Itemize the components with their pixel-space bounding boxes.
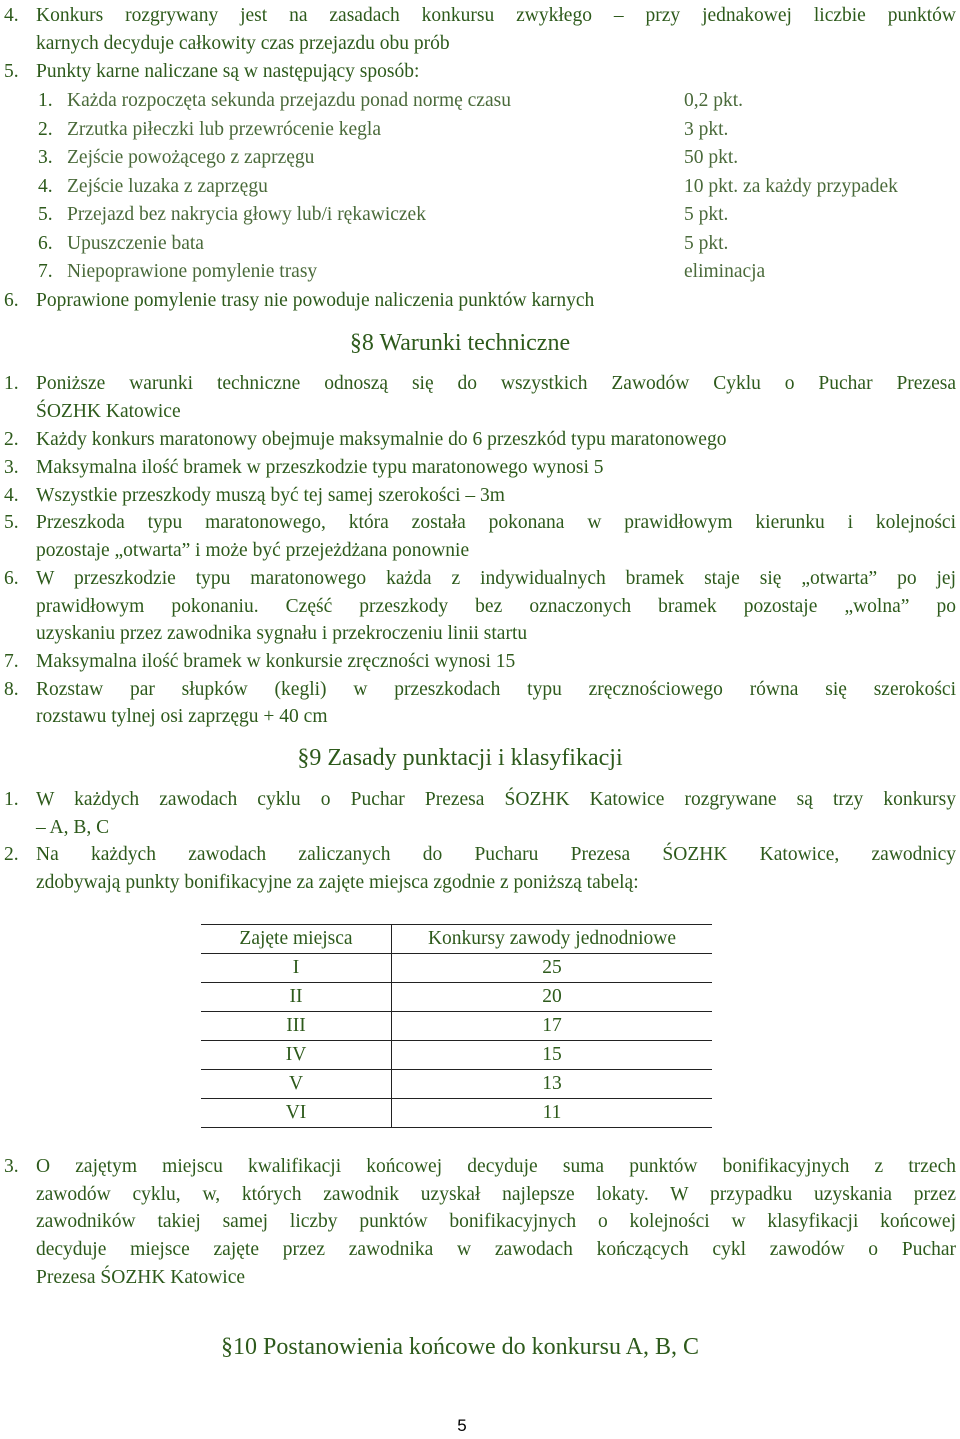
page-number: 5 bbox=[457, 1416, 467, 1435]
column-header: Zajęte miejsca bbox=[201, 925, 392, 954]
section-heading: §9 Zasady punktacji i klasyfikacji bbox=[297, 745, 623, 771]
table-cell: I bbox=[201, 954, 392, 983]
table-header-row bbox=[201, 925, 712, 954]
table-cell: II bbox=[201, 983, 392, 1012]
table-row bbox=[201, 1041, 712, 1070]
table-cell: 15 bbox=[392, 1041, 713, 1070]
table-row bbox=[201, 983, 712, 1012]
table-cell: V bbox=[201, 1070, 392, 1099]
table-row bbox=[201, 1070, 712, 1099]
table-cell: 20 bbox=[392, 983, 713, 1012]
table-row bbox=[201, 954, 712, 983]
table-cell: III bbox=[201, 1012, 392, 1041]
table-row bbox=[201, 1099, 712, 1128]
table-cell: 17 bbox=[392, 1012, 713, 1041]
table-cell: 25 bbox=[392, 954, 713, 983]
column-header: Konkursy zawody jednodniowe bbox=[392, 925, 713, 954]
section-heading: §10 Postanowienia końcowe do konkursu A, B, C bbox=[221, 1334, 699, 1360]
table-cell: 13 bbox=[392, 1070, 713, 1099]
table-cell: IV bbox=[201, 1041, 392, 1070]
bonus-points-table bbox=[201, 924, 712, 1128]
section-heading: §8 Warunki techniczne bbox=[349, 330, 571, 356]
table-cell: 11 bbox=[392, 1099, 713, 1128]
table-row bbox=[201, 1012, 712, 1041]
table-cell: VI bbox=[201, 1099, 392, 1128]
